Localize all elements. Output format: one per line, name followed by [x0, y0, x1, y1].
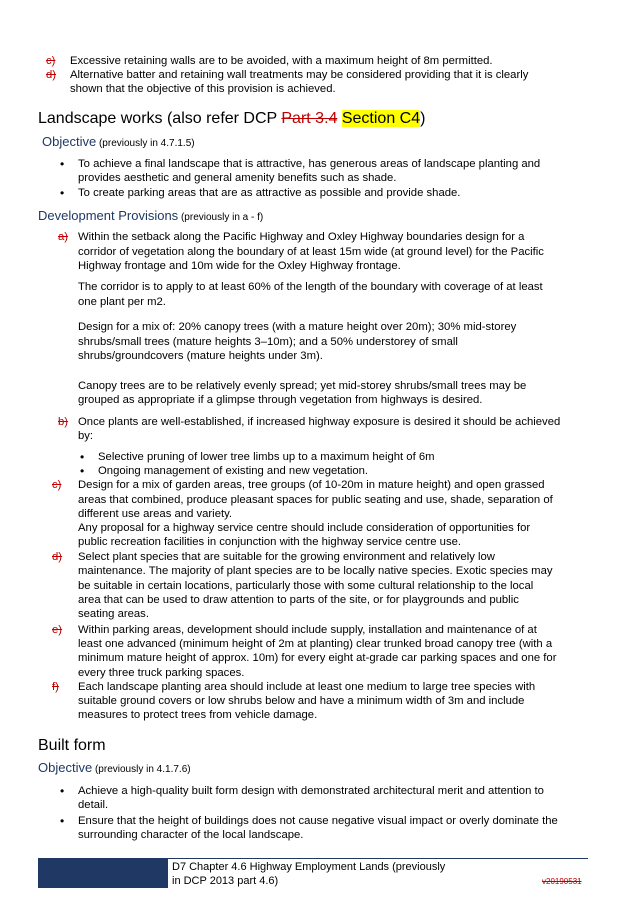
provision-e-line3: minimum mature height of approx. 10m) for every eight at-grade car parking spaces and one for [78, 652, 557, 664]
item-marker-d2: d) [52, 551, 63, 563]
provision-c-line5: public recreation facilities in conjunction with the highway service centre use. [78, 536, 462, 548]
provision-a-p3-line2: shrubs/small trees (mature heights 3–10m); and a 50% understorey of small [78, 336, 458, 348]
item-marker-c: c) [46, 55, 56, 67]
footer-version: v20190531 [542, 877, 582, 886]
provision-a-p4-line2: grouped as appropriate if a glimpse through vegetation from highways is desired. [78, 394, 483, 406]
provision-a-p2-line1: The corridor is to apply to at least 60% of the length of the boundary with coverage of at least [78, 281, 543, 293]
built-form-heading: Built form [38, 737, 106, 754]
development-provisions-label [38, 208, 263, 226]
provision-e-line4: every three truck parking spaces. [78, 667, 245, 679]
built-form-bullet1-line1: Achieve a high-quality built form design with demonstrated architectural merit and attention to [78, 785, 544, 797]
provision-d-line4: area that can be used to draw attention to parts of the site, or for playgrounds and public [78, 594, 519, 606]
bullet-dot: • [80, 450, 85, 464]
provision-c-line2: areas that combined, produce pleasant spaces for public seating and use, shade, separation of [78, 494, 553, 506]
footer-rule [168, 858, 588, 859]
item-marker-b: b) [58, 416, 69, 428]
item-marker-a: a) [58, 231, 69, 243]
built-form-objective-label [38, 760, 191, 778]
provisions-note: (previously in a - f) [178, 212, 264, 223]
provision-d-line1: Select plant species that are suitable for the growing environment and relatively low [78, 551, 495, 563]
provision-a-p3-line1: Design for a mix of: 20% canopy trees (with a mature height over 20m); 30% mid-storey [78, 321, 517, 333]
bullet-dot: • [60, 157, 65, 171]
deleted-text: Part 3.4 [281, 110, 338, 127]
heading-suffix: ) [420, 110, 426, 127]
intro-item-d-line1: Alternative batter and retaining wall treatments may be considered providing that it is clearly [70, 69, 529, 81]
intro-item-d-line2: shown that the objective of this provision is achieved. [70, 83, 336, 95]
bullet-dot: • [60, 186, 65, 200]
provision-c-line3: different use areas and variety. [78, 508, 233, 520]
bullet-dot: • [60, 784, 65, 798]
provision-c-line1: Design for a mix of garden areas, tree groups (of 10-20m in mature height) and open grassed [78, 479, 545, 491]
provision-c-line4: Any proposal for a highway service centre should include consideration of opportunities for [78, 522, 531, 534]
provision-a-p2-line2: one plant per m2. [78, 296, 166, 308]
footer-title-line1: D7 Chapter 4.6 Highway Employment Lands (previously [172, 861, 446, 873]
bullet-dot: • [60, 814, 65, 828]
provisions-label: Development Provisions [38, 208, 179, 223]
landscape-heading [38, 109, 425, 129]
landscape-objective-2: To create parking areas that are as attractive as possible and provide shade. [78, 187, 461, 199]
provision-b-line1: Once plants are well-established, if increased highway exposure is desired it should be achieved [78, 416, 561, 428]
footer-title-line2: in DCP 2013 part 4.6) [172, 875, 279, 887]
objective-label: Objective [38, 760, 93, 775]
item-marker-c2: c) [52, 479, 62, 491]
item-marker-d: d) [46, 69, 57, 81]
landscape-objective-label [42, 134, 195, 152]
item-marker-f: f) [52, 681, 59, 693]
item-marker-e: e) [52, 624, 63, 636]
heading-text: Landscape works (also refer DCP [38, 110, 282, 127]
built-form-bullet2-line2: surrounding character of the local landscape. [78, 829, 304, 841]
provision-d-line3: be suitable in certain locations, particularly those with some cultural relationship to the local [78, 580, 534, 592]
provision-a-line3: Highway frontage and 10m wide for the Oxley Highway frontage. [78, 260, 401, 272]
intro-item-c: Excessive retaining walls are to be avoided, with a maximum height of 8m permitted. [70, 55, 493, 67]
landscape-objective-1-line2: provides aesthetic and general amenity benefits such as shade. [78, 172, 397, 184]
footer-title [172, 860, 472, 888]
provision-a-line2: corridor of vegetation along the boundary of at least 15m wide (at ground level) for the Pacific [78, 246, 544, 258]
provision-a-p3-line3: shrubs/groundcovers (mature heights under 3m). [78, 350, 323, 362]
provision-e-line2: least one advanced (minimum height of 2m at planting) clear trunked broad canopy tree (with a [78, 638, 553, 650]
provision-e-line1: Within parking areas, development should include supply, installation and maintenance of at [78, 624, 537, 636]
provision-d-line2: maintenance. The majority of plant species are to be locally native species. Exotic species may [78, 565, 553, 577]
provision-f-line3: measures to protect trees from vehicle damage. [78, 709, 318, 721]
landscape-objective-1-line1: To achieve a final landscape that is attractive, has generous areas of landscape planting and [78, 158, 541, 170]
provision-f-line1: Each landscape planting area should include at least one medium to large tree species with [78, 681, 536, 693]
provision-f-line2: suitable ground covers or low shrubs below and have a minimum width of 3m and include [78, 695, 525, 707]
objective-note: (previously in 4.7.1.5) [96, 138, 195, 149]
objective-note: (previously in 4.1.7.6) [92, 764, 191, 775]
provision-d-line5: seating areas. [78, 608, 149, 620]
provision-b-line2: by: [78, 430, 94, 442]
objective-label: Objective [42, 134, 97, 149]
provision-a-line1: Within the setback along the Pacific Highway and Oxley Highway boundaries design for a [78, 231, 525, 243]
inserted-text: Section C4 [341, 110, 421, 127]
built-form-bullet1-line2: detail. [78, 799, 109, 811]
provision-a-p4-line1: Canopy trees are to be relatively evenly spread; yet mid-storey shrubs/small trees may be [78, 380, 527, 392]
provision-b-bullet2: Ongoing management of existing and new vegetation. [98, 465, 369, 477]
bullet-dot: • [80, 464, 85, 478]
footer-color-bar [38, 858, 168, 888]
built-form-bullet2-line1: Ensure that the height of buildings does not cause negative visual impact or overly dominate the [78, 815, 558, 827]
provision-b-bullet1: Selective pruning of lower tree limbs up to a maximum height of 6m [98, 451, 435, 463]
